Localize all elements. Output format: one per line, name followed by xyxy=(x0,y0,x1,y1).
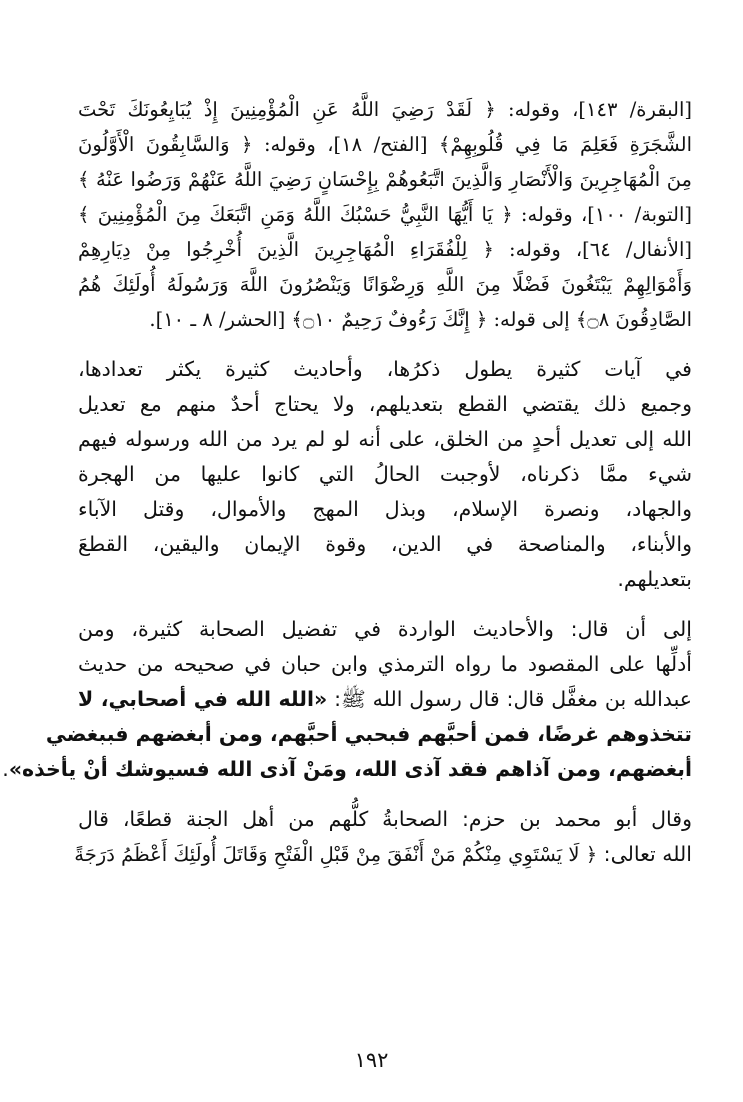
period: . xyxy=(2,757,9,781)
text-line: الشَّجَرَةِ فَعَلِمَ مَا فِي قُلُوبِهِمْ﴾ [الفتح/ ١٨]، وقوله: ﴿ وَالسَّابِقُونَ الْأَوَّلُونَ xyxy=(78,133,692,156)
text-line xyxy=(78,682,692,717)
text-line: في آيات كثيرة يطول ذكرُها، وأحاديث كثيرة يكثر تعدادها، xyxy=(78,357,692,381)
text-line: وجميع ذلك يقتضي القطع بتعديلهم، ولا يحتاج أحدٌ منهم مع تعديل xyxy=(78,392,692,416)
text-line: مِنَ الْمُهَاجِرِينَ وَالْأَنْصَارِ وَالَّذِينَ اتَّبَعُوهُمْ بِإِحْسَانٍ رَضِيَ اللَّهُ عَنْهُمْ وَرَضُوا عَنْهُ ﴾ xyxy=(78,168,692,191)
text-line: وَأَمْوَالِهِمْ يَبْتَغُونَ فَضْلًا مِنَ اللَّهِ وَرِضْوَانًا وَيَنْصُرُونَ اللَّهَ وَرَسُولَهُ أُولَئِكَ هُمُ xyxy=(78,273,692,296)
hadith-text: «الله الله في أصحابي، لا xyxy=(78,687,328,711)
quran-verse: ﴿ لَا يَسْتَوِي مِنْكُمْ مَنْ أَنْفَقَ مِنْ قَبْلِ الْفَتْحِ وَقَاتَلَ أُولَئِكَ أَعْظَمُ دَرَجَةً xyxy=(74,843,598,866)
ayat-paragraph xyxy=(78,352,692,597)
text-line: وقال أبو محمد بن حزم: الصحابةُ كلُّهم من أهل الجنة قطعًا، قال xyxy=(78,807,692,831)
hadith-text: أبغضهم، ومن آذاهم فقد آذى الله، ومَنْ آذى الله فسيوشك أنْ يأخذه» xyxy=(8,757,692,781)
text-line: [الأنفال/ ٦٤]، وقوله: ﴿ لِلْفُقَرَاءِ الْمُهَاجِرِينَ الَّذِينَ أُخْرِجُوا مِنْ دِيَارِهِمْ xyxy=(78,238,692,261)
ibn-hazm-paragraph xyxy=(74,802,692,872)
text-line: الصَّادِقُونَ ۝٨﴾ إلى قوله: ﴿ إِنَّكَ رَءُوفٌ رَحِيمٌ ۝١٠﴾ [الحشر/ ٨ ـ ١٠]. xyxy=(149,308,692,331)
hadith-text: تتخذوهم غرضًا، فمن أحبَّهم فبحبي أحبَّهم، ومن أبغضهم فببغضي xyxy=(45,722,692,746)
text-line: [البقرة/ ١٤٣]، وقوله: ﴿ لَقَدْ رَضِيَ اللَّهُ عَنِ الْمُؤْمِنِينَ إِذْ يُبَايِعُونَكَ تَحْتَ xyxy=(78,98,692,121)
text-line: أدلِّها على المقصود ما رواه الترمذي وابن حبان في صحيحه من حديث xyxy=(78,652,692,676)
page-body xyxy=(2,92,692,872)
hadith-paragraph xyxy=(2,612,692,787)
text-line xyxy=(2,752,692,787)
text-line: [التوبة/ ١٠٠]، وقوله: ﴿ يَا أَيُّهَا النَّبِيُّ حَسْبُكَ اللَّهُ وَمَنِ اتَّبَعَكَ مِنَ الْمُؤْمِنِينَ ﴾ xyxy=(78,203,692,226)
narration-intro: عبدالله بن مغفَّل قال: قال رسول الله ﷺ: xyxy=(327,687,692,711)
text-line: شيء ممَّا ذكرناه، لأوجبت الحالُ التي كانوا عليها من الهجرة xyxy=(78,462,692,486)
quote-intro: الله تعالى: xyxy=(597,842,692,866)
text-line: بتعديلهم. xyxy=(617,567,692,591)
quran-citations-paragraph xyxy=(78,92,692,337)
text-line: إلى أن قال: والأحاديث الواردة في تفضيل الصحابة كثيرة، ومن xyxy=(78,617,692,641)
text-line: الله إلى تعديل أحدٍ من الخلق، على أنه لو لم يرد من الله ورسوله فيهم xyxy=(78,427,692,451)
text-line: والأبناء، والمناصحة في الدين، وقوة الإيمان واليقين، القطعَ xyxy=(78,532,692,556)
text-line: والجهاد، ونصرة الإسلام، وبذل المهج والأموال، وقتل الآباء xyxy=(78,497,692,521)
text-line xyxy=(74,837,692,872)
page-number: ١٩٢ xyxy=(354,1048,389,1072)
